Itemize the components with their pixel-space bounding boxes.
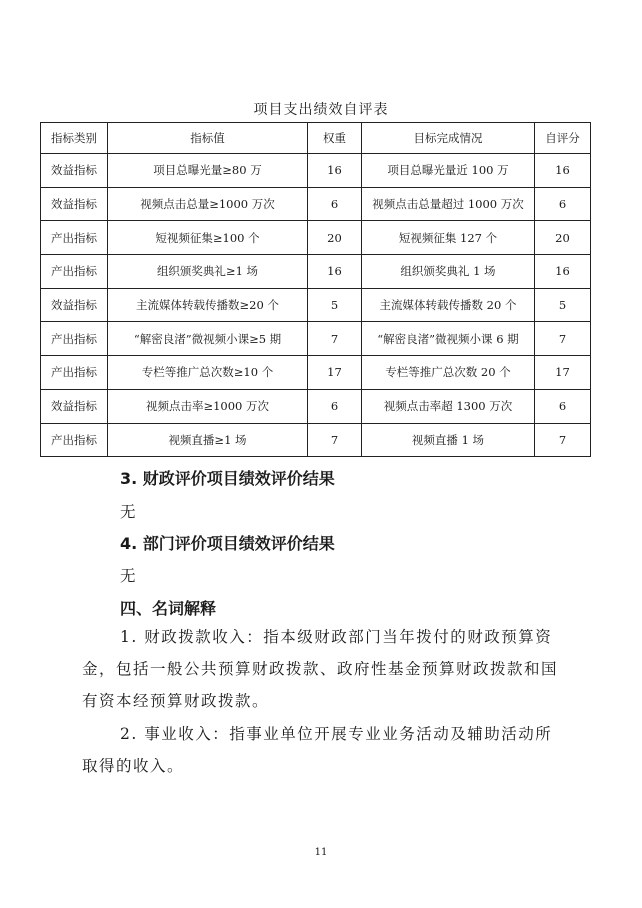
cell-category: 效益指标 — [41, 187, 108, 221]
cell-self-score: 6 — [535, 187, 591, 221]
cell-completion: 视频直播 1 场 — [362, 423, 535, 457]
table-row — [41, 288, 591, 322]
cell-completion: 短视频征集 127 个 — [362, 221, 535, 255]
cell-weight: 7 — [308, 322, 362, 356]
cell-completion: 视频点击总量超过 1000 万次 — [362, 187, 535, 221]
cell-category: 产出指标 — [41, 423, 108, 457]
glossary-heading: 四、名词解释 — [120, 599, 217, 618]
cell-completion: 专栏等推广总次数 20 个 — [362, 356, 535, 390]
dept-eval-body: 无 — [120, 567, 136, 585]
cell-completion: 视频点击率超 1300 万次 — [362, 389, 535, 423]
cell-self-score: 16 — [535, 255, 591, 289]
cell-category: 产出指标 — [41, 356, 108, 390]
cell-indicator-value: 专栏等推广总次数≥10 个 — [108, 356, 308, 390]
cell-completion: 组织颁奖典礼 1 场 — [362, 255, 535, 289]
table-row — [41, 221, 591, 255]
cell-category: 产出指标 — [41, 255, 108, 289]
cell-self-score: 6 — [535, 389, 591, 423]
cell-completion: 主流媒体转载传播数 20 个 — [362, 288, 535, 322]
cell-completion: “解密良渚”微视频小课 6 期 — [362, 322, 535, 356]
table-row — [41, 423, 591, 457]
finance-eval-heading: 3. 财政评价项目绩效评价结果 — [120, 469, 335, 488]
table-row — [41, 356, 591, 390]
cell-weight: 17 — [308, 356, 362, 390]
dept-eval-heading: 4. 部门评价项目绩效评价结果 — [120, 534, 335, 553]
cell-category: 效益指标 — [41, 389, 108, 423]
cell-weight: 16 — [308, 255, 362, 289]
table-row — [41, 154, 591, 188]
cell-indicator-value: 组织颁奖典礼≥1 场 — [108, 255, 308, 289]
cell-weight: 5 — [308, 288, 362, 322]
header-category: 指标类别 — [41, 123, 108, 154]
finance-eval-body: 无 — [120, 503, 136, 521]
table-header-row — [41, 123, 591, 154]
cell-weight: 6 — [308, 389, 362, 423]
cell-indicator-value: “解密良渚”微视频小课≥5 期 — [108, 322, 308, 356]
table-title: 项目支出绩效自评表 — [253, 102, 389, 118]
cell-completion: 项目总曝光量近 100 万 — [362, 154, 535, 188]
cell-self-score: 5 — [535, 288, 591, 322]
cell-indicator-value: 视频直播≥1 场 — [108, 423, 308, 457]
cell-self-score: 7 — [535, 423, 591, 457]
cell-indicator-value: 视频点击率≥1000 万次 — [108, 389, 308, 423]
header-indicator-value: 指标值 — [108, 123, 308, 154]
cell-category: 产出指标 — [41, 322, 108, 356]
table-row — [41, 187, 591, 221]
cell-indicator-value: 短视频征集≥100 个 — [108, 221, 308, 255]
cell-category: 效益指标 — [41, 154, 108, 188]
cell-weight: 20 — [308, 221, 362, 255]
cell-weight: 7 — [308, 423, 362, 457]
header-self-score: 自评分 — [535, 123, 591, 154]
page-number: 11 — [314, 847, 328, 858]
header-completion: 目标完成情况 — [362, 123, 535, 154]
header-weight: 权重 — [308, 123, 362, 154]
cell-self-score: 7 — [535, 322, 591, 356]
cell-indicator-value: 项目总曝光量≥80 万 — [108, 154, 308, 188]
cell-indicator-value: 视频点击总量≥1000 万次 — [108, 187, 308, 221]
performance-table — [40, 122, 591, 457]
cell-indicator-value: 主流媒体转载传播数≥20 个 — [108, 288, 308, 322]
cell-self-score: 20 — [535, 221, 591, 255]
glossary-item-1: 1. 财政拨款收入：指本级财政部门当年拨付的财政预算资金，包括一般公共预算财政拨款、政府性基金预算财政拨款和国有资本经预算财政拨款。 — [82, 628, 559, 710]
cell-category: 效益指标 — [41, 288, 108, 322]
table-row — [41, 255, 591, 289]
table-row — [41, 322, 591, 356]
cell-weight: 16 — [308, 154, 362, 188]
cell-self-score: 16 — [535, 154, 591, 188]
cell-weight: 6 — [308, 187, 362, 221]
cell-category: 产出指标 — [41, 221, 108, 255]
glossary-item-2: 2. 事业收入：指事业单位开展专业业务活动及辅助活动所取得的收入。 — [82, 725, 553, 775]
table-row — [41, 389, 591, 423]
cell-self-score: 17 — [535, 356, 591, 390]
